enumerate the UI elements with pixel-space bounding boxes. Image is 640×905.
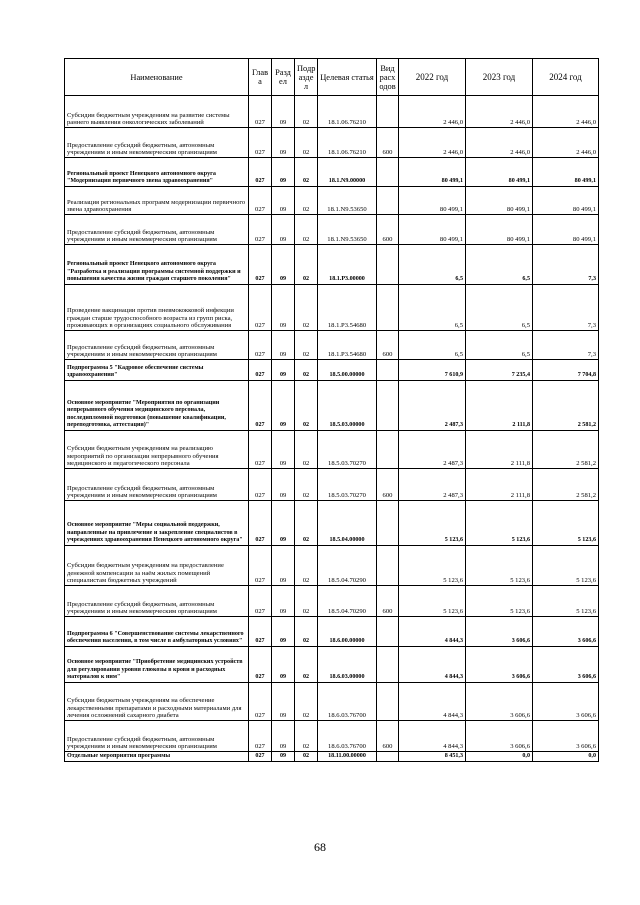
cell-expense-type: [377, 501, 399, 546]
cell-glava: 027: [249, 586, 272, 617]
cell-amount-2023: 80 499,1: [466, 215, 533, 245]
cell-amount-2024: 5 123,6: [533, 501, 599, 546]
cell-podrazdel: 02: [295, 617, 318, 647]
cell-amount-2022: 2 487,3: [399, 381, 466, 431]
cell-expense-type: [377, 285, 399, 331]
cell-target-article: 18.5.04.70290: [318, 586, 377, 617]
cell-name: Основное мероприятие "Меры социальной поддержки, направленные на привлечение и закрепление специалистов в учреждениях здравоохранения Ненецкого автономного округа": [65, 501, 249, 546]
cell-podrazdel: 02: [295, 586, 318, 617]
cell-amount-2023: 3 606,6: [466, 617, 533, 647]
table-header-row: [65, 59, 599, 96]
cell-razdel: 09: [272, 469, 295, 501]
cell-target-article: 18.6.03.00000: [318, 647, 377, 683]
cell-expense-type: [377, 647, 399, 683]
cell-podrazdel: 02: [295, 431, 318, 469]
cell-name: Субсидии бюджетным учреждениям на обеспечение лекарственными препаратами и расходными материалами для лечения осложнений сахарного диабета: [65, 683, 249, 721]
cell-glava: 027: [249, 245, 272, 285]
cell-razdel: 09: [272, 617, 295, 647]
cell-target-article: 18.11.00.00000: [318, 752, 377, 762]
cell-amount-2022: 80 499,1: [399, 158, 466, 187]
header-target: Целевая статья: [318, 59, 377, 96]
cell-glava: 027: [249, 360, 272, 381]
cell-amount-2023: 7 235,4: [466, 360, 533, 381]
cell-amount-2024: 7,3: [533, 245, 599, 285]
cell-amount-2024: 80 499,1: [533, 158, 599, 187]
cell-expense-type: 600: [377, 331, 399, 360]
cell-glava: 027: [249, 331, 272, 360]
cell-amount-2023: 5 123,6: [466, 546, 533, 586]
cell-expense-type: 600: [377, 721, 399, 752]
cell-amount-2024: 3 606,6: [533, 617, 599, 647]
cell-target-article: 18.1.N9.53650: [318, 215, 377, 245]
cell-podrazdel: 02: [295, 245, 318, 285]
cell-glava: 027: [249, 752, 272, 762]
cell-amount-2024: 3 606,6: [533, 683, 599, 721]
cell-expense-type: 600: [377, 586, 399, 617]
cell-amount-2022: 5 123,6: [399, 586, 466, 617]
header-glava: Глав а: [249, 59, 272, 96]
cell-amount-2024: 2 446,0: [533, 96, 599, 128]
table-row: [65, 245, 599, 285]
cell-amount-2024: 2 446,0: [533, 128, 599, 158]
table-row: [65, 128, 599, 158]
cell-expense-type: [377, 546, 399, 586]
cell-amount-2024: 7,3: [533, 331, 599, 360]
cell-razdel: 09: [272, 158, 295, 187]
cell-target-article: 18.5.04.70290: [318, 546, 377, 586]
cell-razdel: 09: [272, 546, 295, 586]
cell-target-article: 18.5.00.00000: [318, 360, 377, 381]
cell-amount-2023: 2 446,0: [466, 96, 533, 128]
cell-razdel: 09: [272, 215, 295, 245]
cell-glava: 027: [249, 128, 272, 158]
cell-expense-type: [377, 360, 399, 381]
cell-expense-type: [377, 683, 399, 721]
cell-razdel: 09: [272, 360, 295, 381]
cell-glava: 027: [249, 546, 272, 586]
table-row: [65, 501, 599, 546]
cell-amount-2022: 2 446,0: [399, 128, 466, 158]
cell-target-article: 18.1.N9.00000: [318, 158, 377, 187]
table-row: [65, 721, 599, 752]
cell-amount-2023: 5 123,6: [466, 501, 533, 546]
cell-razdel: 09: [272, 285, 295, 331]
cell-podrazdel: 02: [295, 128, 318, 158]
cell-amount-2022: 4 844,3: [399, 683, 466, 721]
table-row: [65, 683, 599, 721]
cell-razdel: 09: [272, 331, 295, 360]
cell-target-article: 18.1.N9.53650: [318, 187, 377, 215]
table-row: [65, 431, 599, 469]
cell-name: Субсидии бюджетным учреждениям на развитие системы раннего выявления онкологических заболеваний: [65, 96, 249, 128]
table-row: [65, 96, 599, 128]
cell-podrazdel: 02: [295, 546, 318, 586]
cell-glava: 027: [249, 215, 272, 245]
cell-podrazdel: 02: [295, 647, 318, 683]
table-row: [65, 617, 599, 647]
cell-amount-2022: 2 446,0: [399, 96, 466, 128]
cell-podrazdel: 02: [295, 721, 318, 752]
cell-expense-type: [377, 752, 399, 762]
table-row: [65, 331, 599, 360]
cell-podrazdel: 02: [295, 285, 318, 331]
cell-podrazdel: 02: [295, 331, 318, 360]
cell-target-article: 18.1.P3.54680: [318, 331, 377, 360]
cell-amount-2023: 3 606,6: [466, 647, 533, 683]
cell-name: Отдельные мероприятия программы: [65, 752, 249, 762]
cell-name: Основное мероприятие "Приобретение медицинских устройств для регулирования уровня глюкозы в крови и расходных материалов к ним": [65, 647, 249, 683]
cell-amount-2024: 5 123,6: [533, 546, 599, 586]
cell-razdel: 09: [272, 721, 295, 752]
table-row: [65, 469, 599, 501]
header-name: Наименование: [65, 59, 249, 96]
cell-amount-2022: 6,5: [399, 245, 466, 285]
cell-amount-2023: 80 499,1: [466, 187, 533, 215]
cell-amount-2024: 0,0: [533, 752, 599, 762]
cell-razdel: 09: [272, 586, 295, 617]
cell-glava: 027: [249, 647, 272, 683]
table-row: [65, 187, 599, 215]
cell-glava: 027: [249, 187, 272, 215]
cell-expense-type: [377, 431, 399, 469]
cell-amount-2023: 2 111,8: [466, 381, 533, 431]
cell-target-article: 18.6.00.00000: [318, 617, 377, 647]
cell-podrazdel: 02: [295, 501, 318, 546]
cell-glava: 027: [249, 158, 272, 187]
table-row: [65, 360, 599, 381]
cell-name: Предоставление субсидий бюджетным, автономным учреждениям и иным некоммерческим организациям: [65, 721, 249, 752]
cell-name: Проведение вакцинации против пневмококковой инфекции граждан старше трудоспособного возраста из групп риска, проживающих в организациях социального обслуживания: [65, 285, 249, 331]
cell-target-article: 18.5.03.00000: [318, 381, 377, 431]
cell-expense-type: 600: [377, 469, 399, 501]
cell-glava: 027: [249, 431, 272, 469]
cell-expense-type: [377, 617, 399, 647]
cell-target-article: 18.5.03.70270: [318, 431, 377, 469]
cell-razdel: 09: [272, 683, 295, 721]
cell-target-article: 18.1.06.76210: [318, 128, 377, 158]
cell-name: Предоставление субсидий бюджетным, автономным учреждениям и иным некоммерческим организациям: [65, 128, 249, 158]
cell-expense-type: [377, 381, 399, 431]
cell-glava: 027: [249, 683, 272, 721]
header-2022: 2022 год: [399, 59, 466, 96]
cell-podrazdel: 02: [295, 158, 318, 187]
table-row: [65, 158, 599, 187]
cell-name: Региональный проект Ненецкого автономного округа "Модернизация первичного звена здравоохранения": [65, 158, 249, 187]
cell-amount-2023: 3 606,6: [466, 721, 533, 752]
cell-razdel: 09: [272, 381, 295, 431]
cell-amount-2024: 2 581,2: [533, 381, 599, 431]
cell-glava: 027: [249, 381, 272, 431]
table-row: [65, 752, 599, 762]
cell-amount-2024: 80 499,1: [533, 187, 599, 215]
cell-razdel: 09: [272, 245, 295, 285]
header-razdel: Разд ел: [272, 59, 295, 96]
cell-glava: 027: [249, 469, 272, 501]
cell-razdel: 09: [272, 431, 295, 469]
cell-name: Основное мероприятие "Мероприятия по организации непрерывного обучения медицинского персонала, последипломной подготовки (повышение квалификации, переподготовка, аттестация)": [65, 381, 249, 431]
cell-amount-2023: 3 606,6: [466, 683, 533, 721]
table-row: [65, 215, 599, 245]
table-row: [65, 546, 599, 586]
cell-glava: 027: [249, 96, 272, 128]
cell-amount-2023: 6,5: [466, 245, 533, 285]
cell-amount-2022: 4 844,3: [399, 647, 466, 683]
cell-amount-2024: 3 606,6: [533, 721, 599, 752]
cell-razdel: 09: [272, 128, 295, 158]
cell-amount-2022: 6,5: [399, 331, 466, 360]
cell-target-article: 18.5.04.00000: [318, 501, 377, 546]
cell-amount-2022: 80 499,1: [399, 215, 466, 245]
cell-amount-2023: 80 499,1: [466, 158, 533, 187]
cell-amount-2022: 5 123,6: [399, 546, 466, 586]
cell-amount-2024: 3 606,6: [533, 647, 599, 683]
cell-razdel: 09: [272, 501, 295, 546]
cell-amount-2023: 5 123,6: [466, 586, 533, 617]
cell-target-article: 18.6.03.76700: [318, 721, 377, 752]
header-vid: Вид расх одов: [377, 59, 399, 96]
cell-expense-type: [377, 158, 399, 187]
cell-razdel: 09: [272, 752, 295, 762]
header-podrazdel: Подр азде л: [295, 59, 318, 96]
cell-amount-2024: 7 704,8: [533, 360, 599, 381]
cell-amount-2022: 5 123,6: [399, 501, 466, 546]
cell-target-article: 18.1.P3.00000: [318, 245, 377, 285]
cell-name: Реализация региональных программ модернизации первичного звена здравоохранения: [65, 187, 249, 215]
cell-name: Предоставление субсидий бюджетным, автономным учреждениям и иным некоммерческим организациям: [65, 215, 249, 245]
table-row: [65, 586, 599, 617]
table-row: [65, 381, 599, 431]
cell-amount-2022: 4 844,3: [399, 617, 466, 647]
cell-name: Региональный проект Ненецкого автономного округа "Разработка и реализация программы системной поддержки и повышения качества жизни граждан старшего поколения": [65, 245, 249, 285]
cell-amount-2023: 2 111,8: [466, 469, 533, 501]
cell-name: Субсидии бюджетным учреждениям на предоставление денежной компенсации за наём жилых помещений специалистам бюджетных учреждений: [65, 546, 249, 586]
cell-name: Предоставление субсидий бюджетным, автономным учреждениям и иным некоммерческим организациям: [65, 469, 249, 501]
cell-amount-2023: 0,0: [466, 752, 533, 762]
cell-amount-2024: 7,3: [533, 285, 599, 331]
cell-podrazdel: 02: [295, 683, 318, 721]
cell-razdel: 09: [272, 647, 295, 683]
cell-expense-type: 600: [377, 128, 399, 158]
cell-expense-type: [377, 187, 399, 215]
cell-podrazdel: 02: [295, 215, 318, 245]
page-number: 68: [314, 840, 326, 854]
cell-amount-2023: 6,5: [466, 285, 533, 331]
cell-expense-type: 600: [377, 215, 399, 245]
header-2023: 2023 год: [466, 59, 533, 96]
cell-amount-2024: 2 581,2: [533, 469, 599, 501]
cell-amount-2022: 2 487,3: [399, 431, 466, 469]
cell-name: Подпрограмма 6 "Совершенствование системы лекарственного обеспечения населения, в том числе в амбулаторных условиях": [65, 617, 249, 647]
cell-podrazdel: 02: [295, 96, 318, 128]
cell-podrazdel: 02: [295, 187, 318, 215]
table-row: [65, 285, 599, 331]
budget-table: [64, 58, 599, 762]
cell-expense-type: [377, 245, 399, 285]
cell-name: Подпрограмма 5 "Кадровое обеспечение системы здравоохранения": [65, 360, 249, 381]
cell-podrazdel: 02: [295, 752, 318, 762]
cell-amount-2023: 6,5: [466, 331, 533, 360]
cell-amount-2024: 80 499,1: [533, 215, 599, 245]
cell-target-article: 18.6.03.76700: [318, 683, 377, 721]
cell-amount-2022: 7 610,9: [399, 360, 466, 381]
table-body: [65, 96, 599, 762]
cell-amount-2023: 2 446,0: [466, 128, 533, 158]
table-row: [65, 647, 599, 683]
cell-amount-2022: 2 487,3: [399, 469, 466, 501]
cell-glava: 027: [249, 617, 272, 647]
cell-amount-2022: 6,5: [399, 285, 466, 331]
cell-amount-2024: 5 123,6: [533, 586, 599, 617]
cell-amount-2022: 8 451,3: [399, 752, 466, 762]
cell-razdel: 09: [272, 96, 295, 128]
header-2024: 2024 год: [533, 59, 599, 96]
cell-razdel: 09: [272, 187, 295, 215]
cell-glava: 027: [249, 285, 272, 331]
cell-amount-2022: 80 499,1: [399, 187, 466, 215]
cell-glava: 027: [249, 501, 272, 546]
cell-glava: 027: [249, 721, 272, 752]
cell-amount-2024: 2 581,2: [533, 431, 599, 469]
cell-amount-2023: 2 111,8: [466, 431, 533, 469]
cell-podrazdel: 02: [295, 381, 318, 431]
cell-podrazdel: 02: [295, 360, 318, 381]
cell-name: Субсидии бюджетным учреждениям на реализацию мероприятий по организации непрерывного обучения медицинского и педагогического персонала: [65, 431, 249, 469]
cell-name: Предоставление субсидий бюджетным, автономным учреждениям и иным некоммерческим организациям: [65, 331, 249, 360]
cell-target-article: 18.5.03.70270: [318, 469, 377, 501]
cell-podrazdel: 02: [295, 469, 318, 501]
cell-amount-2022: 4 844,3: [399, 721, 466, 752]
cell-expense-type: [377, 96, 399, 128]
cell-target-article: 18.1.P3.54680: [318, 285, 377, 331]
cell-target-article: 18.1.06.76210: [318, 96, 377, 128]
cell-name: Предоставление субсидий бюджетным, автономным учреждениям и иным некоммерческим организациям: [65, 586, 249, 617]
